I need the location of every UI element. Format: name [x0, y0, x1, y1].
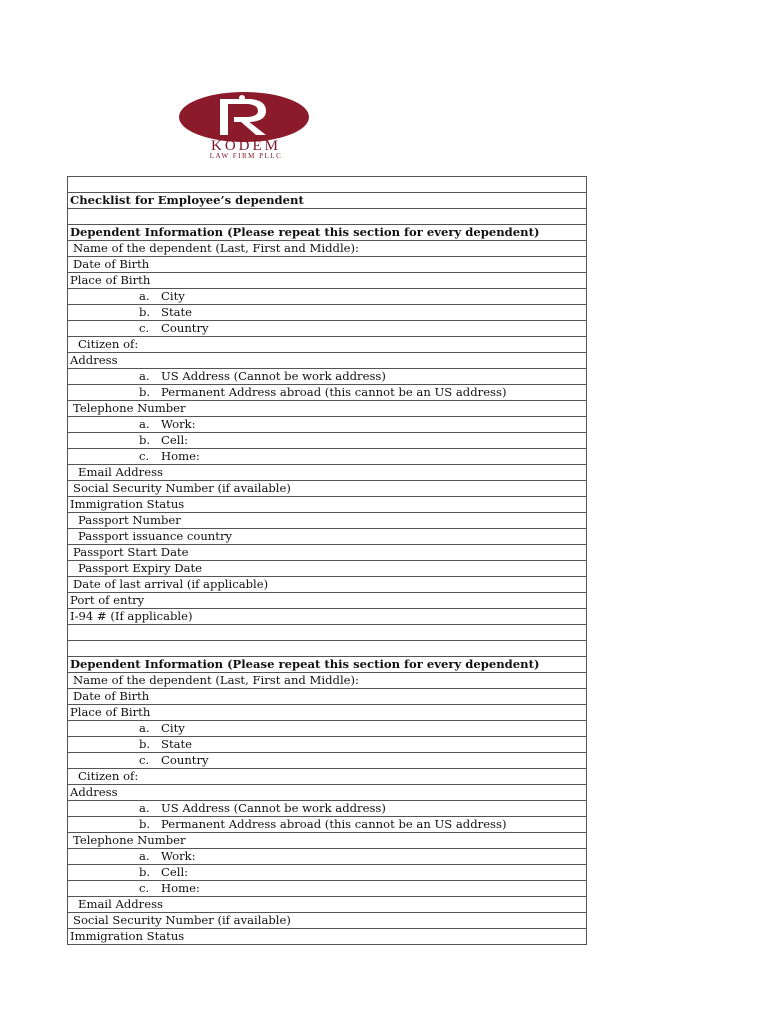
blank-row — [68, 641, 587, 657]
logo-brand-name: KODEM — [211, 138, 281, 154]
field-citizen: Citizen of: — [68, 769, 587, 785]
field-work-phone — [68, 849, 587, 865]
list-marker: c. — [139, 753, 150, 767]
field-passport-start: Passport Start Date — [68, 545, 587, 561]
field-cell-phone — [68, 433, 587, 449]
field-row — [68, 369, 587, 385]
list-marker: b. — [139, 433, 151, 447]
field-city — [68, 721, 587, 737]
checklist-title: Checklist for Employee’s dependent — [68, 193, 587, 209]
field-label: Permanent Address abroad (this cannot be an US address) — [161, 817, 507, 831]
logo-letter-stem — [220, 99, 228, 135]
field-us-address — [68, 801, 587, 817]
field-label: Home: — [161, 881, 200, 895]
field-row — [68, 609, 587, 625]
logo-dot — [239, 95, 245, 101]
section-heading-row — [68, 657, 587, 673]
field-passport-expiry: Passport Expiry Date — [68, 561, 587, 577]
checklist-title-row — [68, 193, 587, 209]
field-telephone: Telephone Number — [68, 833, 587, 849]
field-name: Name of the dependent (Last, First and Middle): — [68, 673, 587, 689]
field-work-phone — [68, 417, 587, 433]
list-marker: a. — [139, 417, 150, 431]
list-marker: c. — [139, 881, 150, 895]
field-address: Address — [68, 785, 587, 801]
field-address: Address — [68, 353, 587, 369]
field-row — [68, 337, 587, 353]
list-marker: c. — [139, 449, 150, 463]
field-row — [68, 561, 587, 577]
kodem-logo — [176, 90, 316, 160]
list-marker: a. — [139, 721, 150, 735]
field-row — [68, 273, 587, 289]
field-country — [68, 321, 587, 337]
field-home-phone — [68, 449, 587, 465]
field-last-arrival: Date of last arrival (if applicable) — [68, 577, 587, 593]
field-label: Permanent Address abroad (this cannot be an US address) — [161, 385, 507, 399]
field-email: Email Address — [68, 465, 587, 481]
list-marker: a. — [139, 289, 150, 303]
field-row — [68, 801, 587, 817]
field-row — [68, 721, 587, 737]
field-ssn: Social Security Number (if available) — [68, 913, 587, 929]
field-row — [68, 465, 587, 481]
field-row — [68, 753, 587, 769]
field-row — [68, 385, 587, 401]
blank-row — [68, 177, 587, 193]
field-row — [68, 929, 587, 945]
field-label: Work: — [161, 849, 196, 863]
field-label: City — [161, 721, 185, 735]
field-row — [68, 481, 587, 497]
field-pob: Place of Birth — [68, 705, 587, 721]
field-state — [68, 737, 587, 753]
field-row — [68, 257, 587, 273]
list-marker: b. — [139, 817, 151, 831]
field-pob: Place of Birth — [68, 273, 587, 289]
field-label: Country — [161, 753, 209, 767]
field-citizen: Citizen of: — [68, 337, 587, 353]
field-label: City — [161, 289, 185, 303]
field-row — [68, 769, 587, 785]
field-row — [68, 593, 587, 609]
field-i94: I-94 # (If applicable) — [68, 609, 587, 625]
field-label: Country — [161, 321, 209, 335]
field-label: Cell: — [161, 865, 189, 879]
field-row — [68, 913, 587, 929]
field-row — [68, 865, 587, 881]
field-row — [68, 401, 587, 417]
field-label: US Address (Cannot be work address) — [161, 801, 386, 815]
field-row — [68, 241, 587, 257]
list-marker: a. — [139, 801, 150, 815]
list-marker: b. — [139, 305, 151, 319]
section-heading-row — [68, 225, 587, 241]
field-dob: Date of Birth — [68, 257, 587, 273]
field-email: Email Address — [68, 897, 587, 913]
field-row — [68, 689, 587, 705]
field-row — [68, 849, 587, 865]
field-row — [68, 673, 587, 689]
field-label: State — [161, 305, 193, 319]
field-label: Cell: — [161, 433, 189, 447]
field-telephone: Telephone Number — [68, 401, 587, 417]
field-city — [68, 289, 587, 305]
list-marker: c. — [139, 321, 150, 335]
blank-row — [68, 625, 587, 641]
field-country — [68, 753, 587, 769]
field-row — [68, 353, 587, 369]
field-dob: Date of Birth — [68, 689, 587, 705]
section-heading: Dependent Information (Please repeat this section for every dependent) — [68, 225, 587, 241]
field-row — [68, 289, 587, 305]
field-cell-phone — [68, 865, 587, 881]
field-row — [68, 833, 587, 849]
field-row — [68, 817, 587, 833]
section-heading: Dependent Information (Please repeat this section for every dependent) — [68, 657, 587, 673]
field-row — [68, 305, 587, 321]
field-perm-address — [68, 385, 587, 401]
field-row — [68, 545, 587, 561]
field-row — [68, 897, 587, 913]
field-row — [68, 705, 587, 721]
field-immigration: Immigration Status — [68, 497, 587, 513]
field-state — [68, 305, 587, 321]
field-row — [68, 513, 587, 529]
list-marker: b. — [139, 865, 151, 879]
dependent-checklist-table — [67, 176, 587, 945]
field-row — [68, 321, 587, 337]
field-label: Home: — [161, 449, 200, 463]
field-passport-number: Passport Number — [68, 513, 587, 529]
field-immigration: Immigration Status — [68, 929, 587, 945]
list-marker: b. — [139, 385, 151, 399]
blank-row — [68, 209, 587, 225]
field-row — [68, 529, 587, 545]
field-row — [68, 577, 587, 593]
field-us-address — [68, 369, 587, 385]
field-row — [68, 497, 587, 513]
field-row — [68, 417, 587, 433]
logo-tagline: LAW FIRM PLLC — [209, 152, 283, 160]
field-row — [68, 449, 587, 465]
field-row — [68, 881, 587, 897]
field-label: Work: — [161, 417, 196, 431]
field-row — [68, 433, 587, 449]
field-label: State — [161, 737, 193, 751]
field-name: Name of the dependent (Last, First and Middle): — [68, 241, 587, 257]
field-row — [68, 737, 587, 753]
field-passport-country: Passport issuance country — [68, 529, 587, 545]
list-marker: a. — [139, 369, 150, 383]
field-perm-address — [68, 817, 587, 833]
field-label: US Address (Cannot be work address) — [161, 369, 386, 383]
field-home-phone — [68, 881, 587, 897]
field-port-of-entry: Port of entry — [68, 593, 587, 609]
list-marker: b. — [139, 737, 151, 751]
field-ssn: Social Security Number (if available) — [68, 481, 587, 497]
field-row — [68, 785, 587, 801]
list-marker: a. — [139, 849, 150, 863]
kodem-logo-mark — [176, 90, 316, 160]
